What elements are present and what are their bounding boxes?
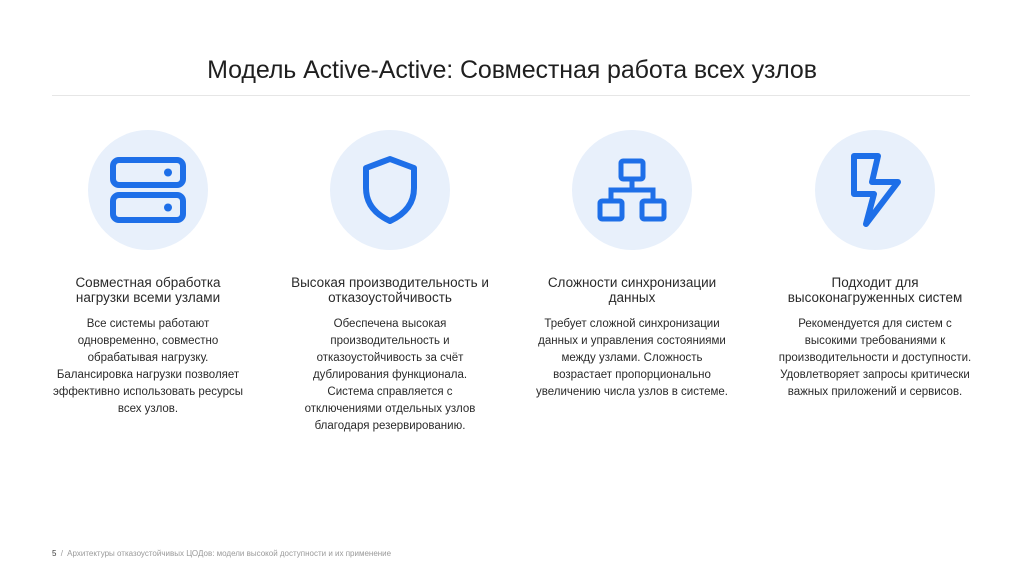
feature-card-data-sync: [532, 130, 732, 401]
icon-circle: [330, 130, 450, 250]
feature-title: Подходит для высоконагруженных систем: [787, 275, 963, 305]
icon-circle: [815, 130, 935, 250]
feature-description: Все системы работают одновременно, совместно обрабатывая нагрузку. Балансировка нагрузки позволяет эффективно использовать ресурсы всех узлов.: [52, 318, 244, 415]
feature-description: Рекомендуется для систем с высокими требованиями к производительности и доступности. Удовлетворяет запросы критически важных приложений и сервисов.: [778, 318, 972, 398]
feature-card-shared-processing: [48, 130, 248, 418]
network-icon: [596, 158, 668, 222]
lightning-icon: [844, 152, 906, 228]
feature-card-high-load: [775, 130, 975, 401]
icon-circle: [88, 130, 208, 250]
feature-description: Обеспечена высокая производительность и отказоустойчивость за счёт дублирования функционала. Система справляется с отключениями отдельных узлов благодаря резервированию.: [304, 318, 476, 432]
footer-separator: /: [60, 549, 63, 558]
server-icon: [110, 157, 186, 223]
shield-icon: [360, 155, 420, 225]
feature-title: Сложности синхронизации данных: [547, 275, 717, 305]
feature-description: Требует сложной синхронизации данных и управления состояниями между узлами. Сложность возрастает пропорционально увеличению числа узлов в системе.: [535, 318, 729, 398]
slide-title: Модель Active-Active: Совместная работа всех узлов: [207, 56, 817, 84]
footer-text: Архитектуры отказоустойчивых ЦОДов: модели высокой доступности и их применение: [67, 549, 392, 558]
page-number: 5: [52, 549, 57, 558]
feature-card-high-performance: [290, 130, 490, 435]
feature-title: Совместная обработка нагрузки всеми узлами: [75, 275, 221, 305]
feature-title: Высокая производительность и отказоустойчивость: [291, 275, 489, 305]
slide-footer: [52, 549, 391, 558]
icon-circle: [572, 130, 692, 250]
